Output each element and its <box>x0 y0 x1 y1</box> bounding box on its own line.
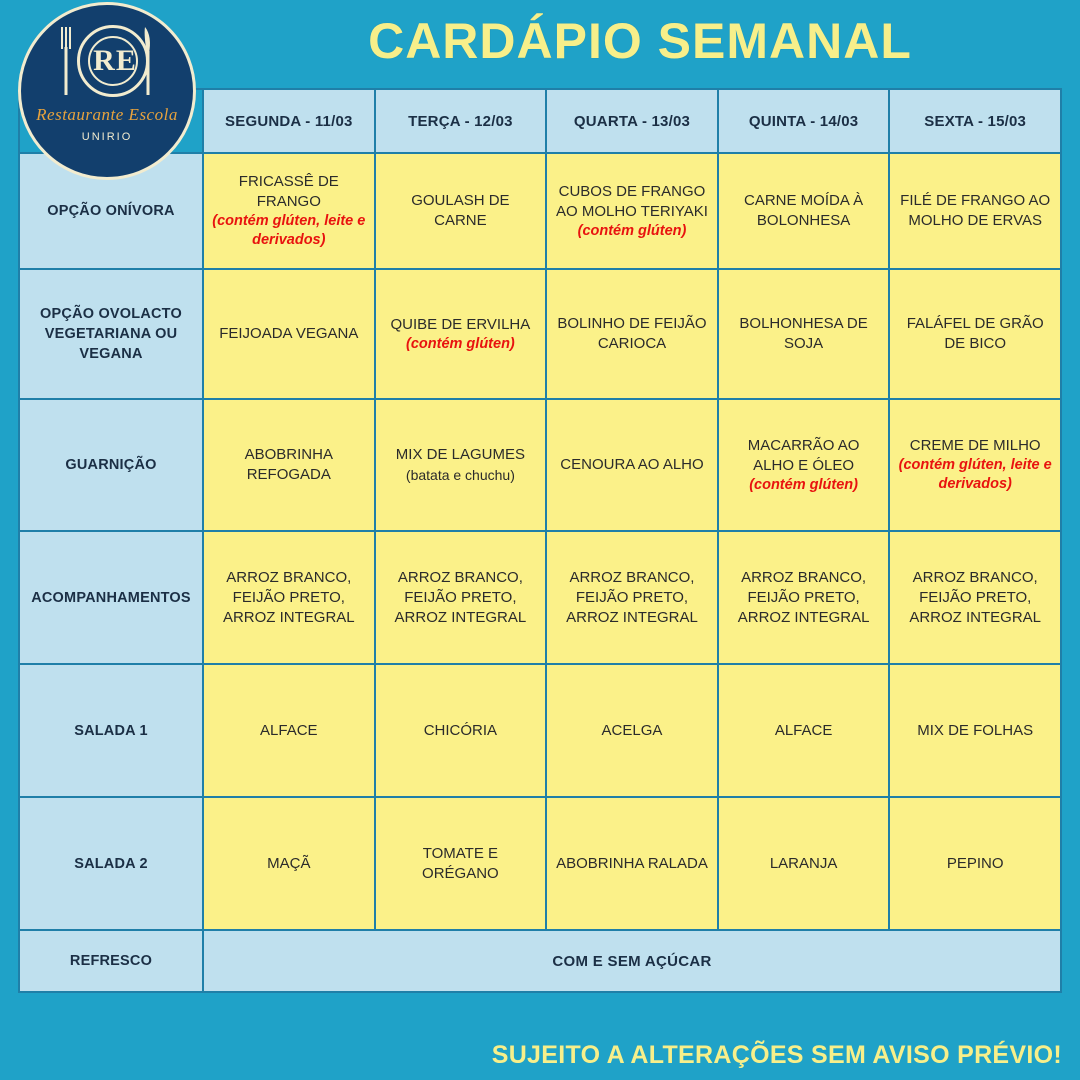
cell-main: CENOURA AO ALHO <box>560 456 704 473</box>
cell-allergen-warning: (contém glúten) <box>406 335 515 352</box>
table-row <box>19 153 1061 269</box>
day-header-thursday: QUINTA - 14/03 <box>718 89 890 153</box>
cell-main: GOULASH DE CARNE <box>411 192 510 229</box>
cell-guarnicao-wednesday <box>546 399 718 531</box>
cell-onivora-tuesday <box>375 153 547 269</box>
row-label-vegetariana: OPÇÃO OVOLACTO VEGETARIANA OU VEGANA <box>19 269 203 399</box>
table-row-refresco <box>19 930 1061 992</box>
cell-allergen-warning: (contém glúten, leite e derivados) <box>212 213 366 248</box>
cell-veg-monday <box>203 269 375 399</box>
cell-guarnicao-thursday <box>718 399 890 531</box>
logo-name: Restaurante Escola <box>36 105 178 124</box>
fork-icon <box>61 27 71 95</box>
cell-acomp-wednesday: ARROZ BRANCO, FEIJÃO PRETO, ARROZ INTEGRAL <box>546 531 718 664</box>
cell-onivora-thursday <box>718 153 890 269</box>
cell-main: BOLHONHESA DE SOJA <box>739 315 868 352</box>
day-header-monday: SEGUNDA - 11/03 <box>203 89 375 153</box>
cell-salada2-tuesday: TOMATE E ORÉGANO <box>375 797 547 930</box>
row-label-guarnicao: GUARNIÇÃO <box>19 399 203 531</box>
page-title: CARDÁPIO SEMANAL <box>368 13 912 69</box>
logo-mark-icon <box>47 21 167 101</box>
cell-main: MACARRÃO AO ALHO E ÓLEO <box>747 436 860 474</box>
cell-veg-wednesday <box>546 269 718 399</box>
logo-subtitle: UNIRIO <box>81 131 133 143</box>
cell-main: QUIBE DE ERVILHA <box>390 315 531 333</box>
day-header-tuesday: TERÇA - 12/03 <box>375 89 547 153</box>
cell-allergen-warning: (contém glúten, leite e derivados) <box>898 457 1052 492</box>
cell-salada1-wednesday: ACELGA <box>546 664 718 797</box>
weekly-menu-table <box>18 88 1062 993</box>
cell-onivora-wednesday <box>546 153 718 269</box>
cell-veg-thursday <box>718 269 890 399</box>
row-label-refresco: REFRESCO <box>19 930 203 992</box>
cell-allergen-warning: (contém glúten) <box>577 222 687 239</box>
cell-main: FEIJOADA VEGANA <box>219 325 359 342</box>
knife-icon <box>143 27 153 95</box>
row-label-onivora: OPÇÃO ONÍVORA <box>19 153 203 269</box>
day-header-friday: SEXTA - 15/03 <box>889 89 1061 153</box>
cell-main: FRICASSÊ DE FRANGO <box>238 173 339 210</box>
cell-acomp-friday: ARROZ BRANCO, FEIJÃO PRETO, ARROZ INTEGRAL <box>889 531 1061 664</box>
table-row <box>19 269 1061 399</box>
cell-note: (batata e chuchu) <box>405 467 515 483</box>
table-row <box>19 797 1061 930</box>
cell-main: CUBOS DE FRANGO AO MOLHO TERIYAKI <box>555 182 708 220</box>
table-row <box>19 531 1061 664</box>
row-label-salada-2: SALADA 2 <box>19 797 203 930</box>
cell-acomp-thursday: ARROZ BRANCO, FEIJÃO PRETO, ARROZ INTEGRAL <box>718 531 890 664</box>
cell-onivora-friday <box>889 153 1061 269</box>
cell-veg-tuesday <box>375 269 547 399</box>
cell-acomp-monday: ARROZ BRANCO, FEIJÃO PRETO, ARROZ INTEGRAL <box>203 531 375 664</box>
cell-allergen-warning: (contém glúten) <box>749 476 858 493</box>
footer-note: SUJEITO A ALTERAÇÕES SEM AVISO PRÉVIO! <box>491 1041 1062 1069</box>
cell-main: FILÉ DE FRANGO AO MOLHO DE ERVAS <box>900 192 1051 229</box>
row-label-salada-1: SALADA 1 <box>19 664 203 797</box>
row-label-acompanhamentos: ACOMPANHAMENTOS <box>19 531 203 664</box>
table-row <box>19 399 1061 531</box>
cell-guarnicao-monday <box>203 399 375 531</box>
table-row <box>19 664 1061 797</box>
cell-main: BOLINHO DE FEIJÃO CARIOCA <box>557 315 707 352</box>
cell-main: MIX DE LAGUMES <box>395 446 525 463</box>
cell-salada1-thursday: ALFACE <box>718 664 890 797</box>
cell-acomp-tuesday: ARROZ BRANCO, FEIJÃO PRETO, ARROZ INTEGRAL <box>375 531 547 664</box>
cell-salada1-monday: ALFACE <box>203 664 375 797</box>
cell-salada1-tuesday: CHICÓRIA <box>375 664 547 797</box>
day-header-wednesday: QUARTA - 13/03 <box>546 89 718 153</box>
cell-onivora-monday <box>203 153 375 269</box>
cell-main: CREME DE MILHO <box>909 437 1041 454</box>
cell-salada2-friday: PEPINO <box>889 797 1061 930</box>
cell-veg-friday <box>889 269 1061 399</box>
cell-main: ABOBRINHA REFOGADA <box>244 446 333 483</box>
cell-salada2-thursday: LARANJA <box>718 797 890 930</box>
cell-refresco-value: COM E SEM AÇÚCAR <box>203 930 1061 992</box>
cell-salada2-monday: MAÇÃ <box>203 797 375 930</box>
cell-guarnicao-friday <box>889 399 1061 531</box>
logo-monogram: RE <box>93 44 137 77</box>
cell-salada2-wednesday: ABOBRINHA RALADA <box>546 797 718 930</box>
cell-main: FALÁFEL DE GRÃO DE BICO <box>906 315 1044 352</box>
cell-guarnicao-tuesday <box>375 399 547 531</box>
cell-salada1-friday: MIX DE FOLHAS <box>889 664 1061 797</box>
cell-main: CARNE MOÍDA À BOLONHESA <box>743 192 864 229</box>
restaurant-logo <box>18 2 196 180</box>
